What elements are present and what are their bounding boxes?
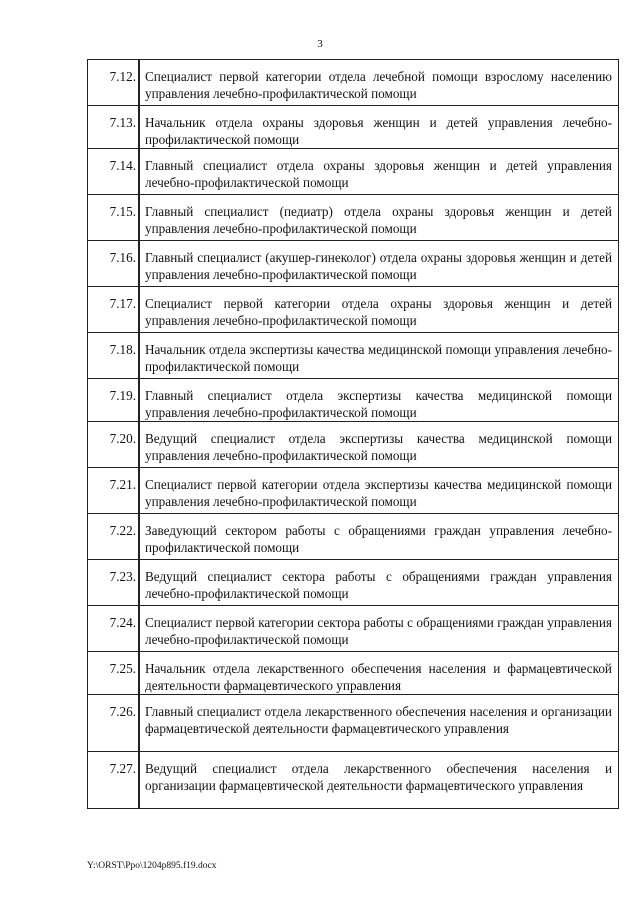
position-title: Главный специалист (педиатр) отдела охраны здоровья женщин и детей управления лечебно-профилактической помощи (139, 195, 619, 241)
position-title: Ведущий специалист отдела лекарственного обеспечения населения и организации фармацевтической деятельности фармацевтического управления (139, 752, 619, 809)
table-row (88, 422, 619, 468)
position-title: Ведущий специалист сектора работы с обращениями граждан управления лечебно-профилактической помощи (139, 560, 619, 606)
position-title: Главный специалист (акушер-гинеколог) отдела охраны здоровья женщин и детей управления лечебно-профилактической помощи (139, 241, 619, 287)
position-title: Специалист первой категории отдела лечебной помощи взрослому населению управления лечебно-профилактической помощи (139, 60, 619, 106)
footer-file-path: Y:\ORST\Ppo\1204p895.f19.docx (87, 861, 217, 871)
row-number: 7.15. (88, 195, 140, 241)
page-number: 3 (317, 38, 323, 50)
table-row (88, 695, 619, 752)
row-number: 7.27. (88, 752, 140, 809)
table-row (88, 379, 619, 422)
table-row (88, 195, 619, 241)
table-row (88, 241, 619, 287)
table-row (88, 468, 619, 514)
table-row (88, 652, 619, 695)
position-title: Главный специалист отдела охраны здоровья женщин и детей управления лечебно-профилактической помощи (139, 149, 619, 195)
row-number: 7.14. (88, 149, 140, 195)
position-title: Специалист первой категории отдела охраны здоровья женщин и детей управления лечебно-профилактической помощи (139, 287, 619, 333)
table-row (88, 287, 619, 333)
table-row (88, 149, 619, 195)
position-title: Начальник отдела охраны здоровья женщин и детей управления лечебно-профилактической помощи (139, 106, 619, 149)
position-title: Начальник отдела экспертизы качества медицинской помощи управления лечебно-профилактической помощи (139, 333, 619, 379)
table-row (88, 333, 619, 379)
row-number: 7.18. (88, 333, 140, 379)
row-number: 7.26. (88, 695, 140, 752)
position-title: Ведущий специалист отдела экспертизы качества медицинской помощи управления лечебно-профилактической помощи (139, 422, 619, 468)
row-number: 7.21. (88, 468, 140, 514)
row-number: 7.17. (88, 287, 140, 333)
table-row (88, 606, 619, 652)
row-number: 7.23. (88, 560, 140, 606)
row-number: 7.24. (88, 606, 140, 652)
positions-table-body (88, 60, 619, 809)
row-number: 7.19. (88, 379, 140, 422)
row-number: 7.25. (88, 652, 140, 695)
positions-table (87, 59, 619, 809)
row-number: 7.12. (88, 60, 140, 106)
position-title: Заведующий сектором работы с обращениями граждан управления лечебно-профилактической помощи (139, 514, 619, 560)
position-title: Главный специалист отдела лекарственного обеспечения населения и организации фармацевтической деятельности фармацевтического управления (139, 695, 619, 752)
table-row (88, 106, 619, 149)
table-row (88, 752, 619, 809)
position-title: Главный специалист отдела экспертизы качества медицинской помощи управления лечебно-профилактической помощи (139, 379, 619, 422)
position-title: Начальник отдела лекарственного обеспечения населения и фармацевтической деятельности фармацевтического управления (139, 652, 619, 695)
position-title: Специалист первой категории сектора работы с обращениями граждан управления лечебно-профилактической помощи (139, 606, 619, 652)
position-title: Специалист первой категории отдела экспертизы качества медицинской помощи управления лечебно-профилактической помощи (139, 468, 619, 514)
table-row (88, 60, 619, 106)
row-number: 7.13. (88, 106, 140, 149)
table-row (88, 514, 619, 560)
table-row (88, 560, 619, 606)
row-number: 7.22. (88, 514, 140, 560)
row-number: 7.16. (88, 241, 140, 287)
row-number: 7.20. (88, 422, 140, 468)
